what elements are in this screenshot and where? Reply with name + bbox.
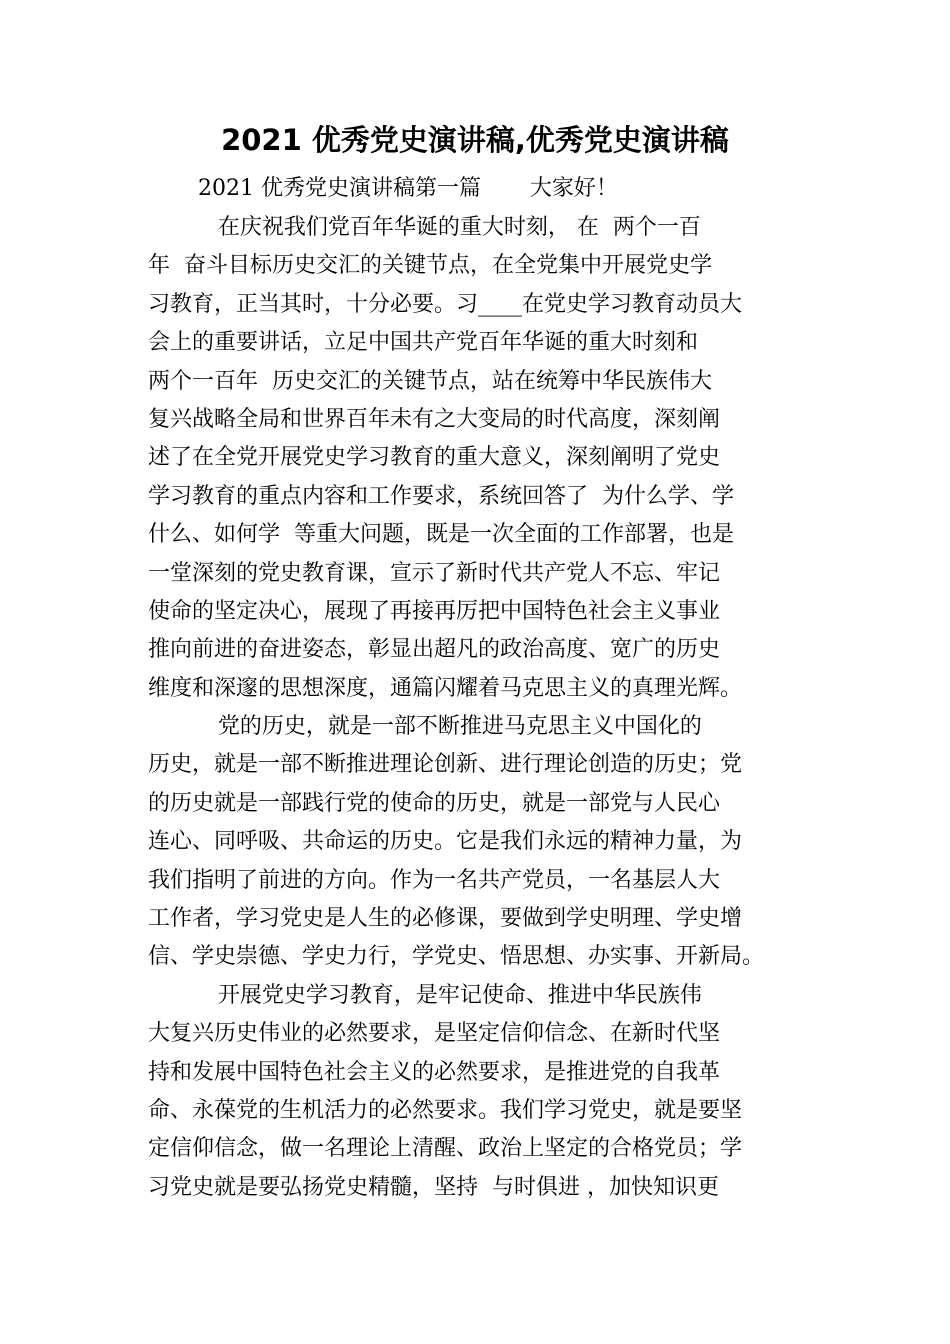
text-line: 维度和深邃的思想深度，通篇闪耀着马克思主义的真理光辉。 xyxy=(148,675,743,701)
text-line: 复兴战略全局和世界百年未有之大变局的时代高度，深刻阐 xyxy=(148,406,721,432)
text-line: 习教育，正当其时，十分必要。习____在党史学习教育动员大 xyxy=(148,291,743,317)
text-line: 我们指明了前进的方向。作为一名共产党员，一名基层人大 xyxy=(148,867,721,893)
text-line: 大复兴历史伟业的必然要求，是坚定信仰信念、在新时代坚 xyxy=(148,1021,721,1047)
document-subtitle: 2021 优秀党史演讲稿第一篇 大家好！ xyxy=(198,176,618,201)
text-line: 定信仰信念，做一名理论上清醒、政治上坚定的合格党员；学 xyxy=(148,1136,743,1162)
text-line: 推向前进的奋进姿态，彰显出超凡的政治高度、宽广的历史 xyxy=(148,637,721,663)
text-line: 工作者，学习党史是人生的必修课，要做到学史明理、学史增 xyxy=(148,906,743,932)
text-line: 习党史就是要弘扬党史精髓，坚持 与时俱进 ，加快知识更 xyxy=(148,1174,719,1200)
text-line: 一堂深刻的党史教育课，宣示了新时代共产党人不忘、牢记 xyxy=(148,560,721,586)
text-line: 历史，就是一部不断推进理论创新、进行理论创造的历史；党 xyxy=(148,752,743,778)
text-line: 开展党史学习教育，是牢记使命、推进中华民族伟 xyxy=(148,982,702,1008)
document-title: 2021 优秀党史演讲稿,优秀党史演讲稿 xyxy=(221,123,729,157)
text-line: 学习教育的重点内容和工作要求，系统回答了 为什么学、学 xyxy=(148,483,734,509)
text-line: 述了在全党开展党史学习教育的重大意义，深刻阐明了党史 xyxy=(148,445,721,471)
text-line: 党的历史，就是一部不断推进马克思主义中国化的 xyxy=(148,714,702,740)
text-line: 信、学史崇德、学史力行，学党史、悟思想、办实事、开新局。 xyxy=(148,944,765,970)
text-line: 使命的坚定决心，展现了再接再厉把中国特色社会主义事业 xyxy=(148,598,721,624)
text-line: 在庆祝我们党百年华诞的重大时刻， 在 两个一百 xyxy=(148,215,701,240)
text-line: 连心、同呼吸、共命运的历史。它是我们永远的精神力量，为 xyxy=(148,829,743,855)
text-line: 两个一百年 历史交汇的关键节点，站在统筹中华民族伟大 xyxy=(148,368,712,394)
document-body xyxy=(148,209,808,1207)
text-line: 命、永葆党的生机活力的必然要求。我们学习党史，就是要坚 xyxy=(148,1097,743,1123)
text-line: 什么、如何学 等重大问题，既是一次全面的工作部署，也是 xyxy=(148,522,734,548)
text-line: 年 奋斗目标历史交汇的关键节点，在全党集中开展党史学 xyxy=(148,253,712,279)
text-line: 持和发展中国特色社会主义的必然要求，是推进党的自我革 xyxy=(148,1059,721,1085)
text-line: 会上的重要讲话，立足中国共产党百年华诞的重大时刻和 xyxy=(148,330,699,356)
text-line: 的历史就是一部践行党的使命的历史，就是一部党与人民心 xyxy=(148,790,721,816)
